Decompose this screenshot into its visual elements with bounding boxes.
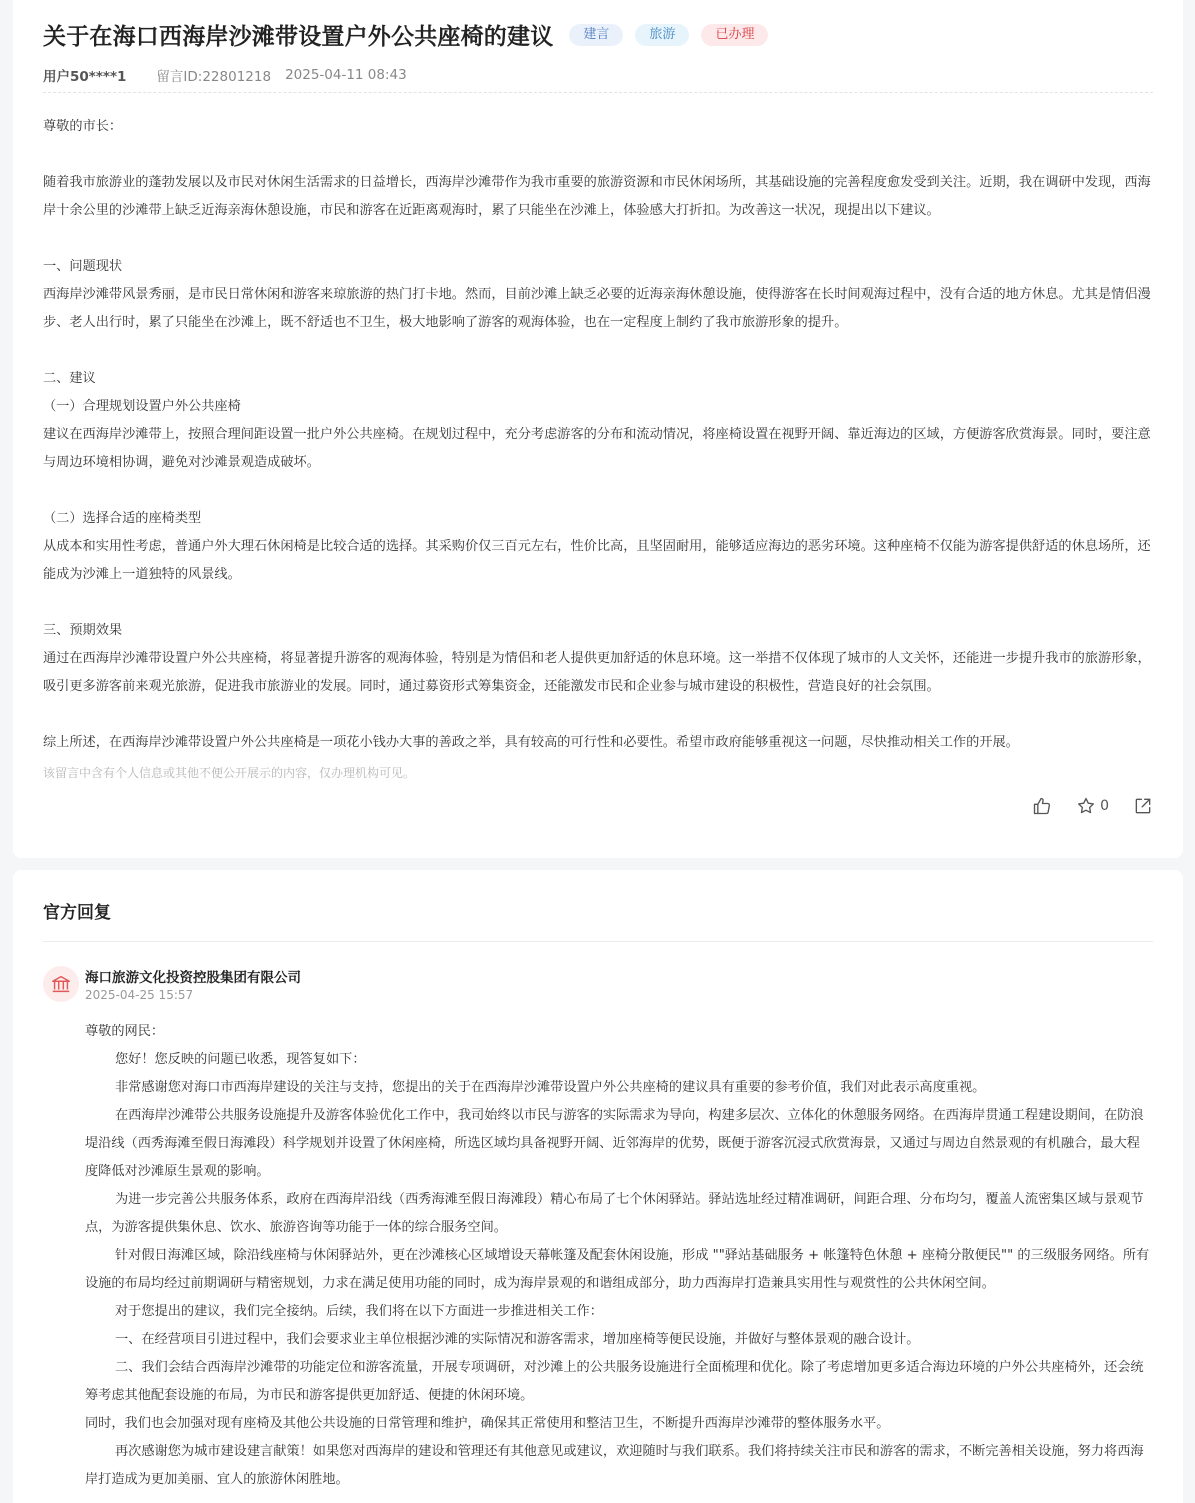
tag-category[interactable]: 建言: [569, 24, 623, 46]
message-paragraph: [43, 141, 1153, 169]
org-avatar: [43, 966, 79, 1002]
reply-paragraph: 一、在经营项目引进过程中，我们会要求业主单位根据沙滩的实际情况和游客需求，增加座椅等便民设施，并做好与整体景观的融合设计。: [115, 1332, 920, 1347]
reply-datetime: 2025-04-25 15:57: [85, 988, 194, 1002]
message-id: 留言ID:22801218: [156, 69, 272, 85]
message-paragraph: [43, 225, 1153, 253]
message-paragraph: 综上所述，在西海岸沙滩带设置户外公共座椅是一项花小钱办大事的善政之举，具有较高的可行性和必要性。希望市政府能够重视这一问题，尽快推动相关工作的开展。: [43, 735, 1019, 750]
divider: [43, 92, 1153, 93]
reply-paragraph: 为进一步完善公共服务体系，政府在西海岸沿线（西秀海滩至假日海滩段）精心布局了七个休闲驿站。驿站选址经过精准调研，间距合理、分布均匀，覆盖人流密集区域与景观节点，为游客提供集休息、饮水、旅游咨询等功能于一体的综合服务空间。: [85, 1192, 1144, 1235]
reply-paragraph: 在西海岸沙滩带公共服务设施提升及游客体验优化工作中，我司始终以市民与游客的实际需求为导向，构建多层次、立体化的休憩服务网络。在西海岸贯通工程建设期间，在防浪堤沿线（西秀海滩至假日海滩段）科学规划并设置了休闲座椅，所选区域均具备视野开阔、近邻海岸的优势，既便于游客沉浸式欣赏海景，又通过与周边自然景观的有机融合，最大程度降低对沙滩原生景观的影响。: [85, 1108, 1144, 1179]
tag-topic[interactable]: 旅游: [635, 24, 689, 46]
message-paragraph: [43, 589, 1153, 617]
message-paragraph: 三、预期效果: [43, 623, 123, 638]
message-card: [13, 0, 1183, 858]
reply-paragraph: 对于您提出的建议，我们完全接纳。后续，我们将在以下方面进一步推进相关工作：: [115, 1304, 603, 1319]
message-body: [43, 113, 1153, 757]
reply-heading: 官方回复: [43, 903, 111, 923]
message-paragraph: 一、问题现状: [43, 259, 123, 274]
message-datetime: 2025-04-11 08:43: [285, 67, 407, 83]
message-paragraph: 随着我市旅游业的蓬勃发展以及市民对休闲生活需求的日益增长，西海岸沙滩带作为我市重要的旅游资源和市民休闲场所，其基础设施的完善程度愈发受到关注。近期，我在调研中发现，西海岸十余公里的沙滩带上缺乏近海亲海休憩设施，市民和游客在近距离观海时，累了只能坐在沙滩上，体验感大打折扣。为改善这一状况，现提出以下建议。: [43, 175, 1151, 218]
reply-paragraph: 二、我们会结合西海岸沙滩带的功能定位和游客流量，开展专项调研，对沙滩上的公共服务设施进行全面梳理和优化。除了考虑增加更多适合海边环境的户外公共座椅外，还会统筹考虑其他配套设施的布局，为市民和游客提供更加舒适、便捷的休闲环境。: [85, 1360, 1144, 1403]
star-icon: [1076, 796, 1096, 816]
favorite-count: 0: [1100, 798, 1109, 814]
official-reply-card: [13, 870, 1183, 1503]
share-icon: [1133, 796, 1153, 816]
reply-paragraph: 尊敬的网民：: [85, 1024, 165, 1039]
reply-paragraph: 您好！您反映的问题已收悉，现答复如下：: [115, 1052, 366, 1067]
privacy-notice: 该留言中含有个人信息或其他不便公开展示的内容，仅办理机构可见。: [43, 766, 416, 780]
message-paragraph: 西海岸沙滩带风景秀丽，是市民日常休闲和游客来琼旅游的热门打卡地。然而，目前沙滩上缺乏必要的近海亲海休憩设施，使得游客在长时间观海过程中，没有合适的地方休息。尤其是情侣漫步、老人出行时，累了只能坐在沙滩上，既不舒适也不卫生，极大地影响了游客的观海体验，也在一定程度上制约了我市旅游形象的提升。: [43, 287, 1151, 330]
message-paragraph: 尊敬的市长：: [43, 119, 123, 134]
message-paragraph: 通过在西海岸沙滩带设置户外公共座椅，将显著提升游客的观海体验，特别是为情侣和老人提供更加舒适的休息环境。这一举措不仅体现了城市的人文关怀，还能进一步提升我市的旅游形象，吸引更多游客前来观光旅游，促进我市旅游业的发展。同时，通过募资形式筹集资金，还能激发市民和企业参与城市建设的积极性，营造良好的社会氛围。: [43, 651, 1151, 694]
message-paragraph: [43, 477, 1153, 505]
like-button[interactable]: [1032, 796, 1052, 816]
page-title: 关于在海口西海岸沙滩带设置户外公共座椅的建议: [43, 24, 554, 50]
title-row: [43, 18, 768, 51]
message-paragraph: （二）选择合适的座椅类型: [43, 511, 202, 526]
government-building-icon: [50, 973, 72, 995]
author-name: 用户50****1: [43, 69, 127, 85]
message-paragraph: [43, 337, 1153, 365]
org-name: 海口旅游文化投资控股集团有限公司: [85, 970, 301, 986]
reply-paragraph: 同时，我们也会加强对现有座椅及其他公共设施的日常管理和维护，确保其正常使用和整洁卫生，不断提升西海岸沙滩带的整体服务水平。: [85, 1416, 890, 1431]
favorite-button[interactable]: [1076, 796, 1109, 816]
message-paragraph: 二、建议: [43, 371, 96, 386]
reply-body: [85, 1018, 1153, 1494]
action-bar: [1008, 796, 1153, 816]
message-paragraph: 建议在西海岸沙滩带上，按照合理间距设置一批户外公共座椅。在规划过程中，充分考虑游客的分布和流动情况，将座椅设置在视野开阔、靠近海边的区域，方便游客欣赏海景。同时，要注意与周边环境相协调，避免对沙滩景观造成破坏。: [43, 427, 1151, 470]
divider: [43, 941, 1153, 942]
message-meta: [43, 65, 407, 85]
status-badge: 已办理: [701, 24, 768, 46]
reply-paragraph: 再次感谢您为城市建设建言献策！如果您对西海岸的建设和管理还有其他意见或建议，欢迎随时与我们联系。我们将持续关注市民和游客的需求，不断完善相关设施，努力将西海岸打造成为更加美丽、宜人的旅游休闲胜地。: [85, 1444, 1144, 1487]
message-paragraph: （一）合理规划设置户外公共座椅: [43, 399, 241, 414]
message-paragraph: [43, 701, 1153, 729]
message-paragraph: 从成本和实用性考虑，普通户外大理石休闲椅是比较合适的选择。其采购价仅三百元左右，性价比高，且坚固耐用，能够适应海边的恶劣环境。这种座椅不仅能为游客提供舒适的休息场所，还能成为沙滩上一道独特的风景线。: [43, 539, 1151, 582]
thumbs-up-icon: [1032, 796, 1052, 816]
reply-paragraph: 针对假日海滩区域，除沿线座椅与休闲驿站外，更在沙滩核心区域增设天幕帐篷及配套休闲设施，形成 ""驿站基础服务 + 帐篷特色休憩 + 座椅分散便民"" 的三级服务网络。所有设施的布局均经过前期调研与精密规划，力求在满足使用功能的同时，成为海岸景观的和谐组成部分，助力西海岸打造兼具实用性与观赏性的公共休闲空间。: [85, 1248, 1150, 1291]
reply-paragraph: 非常感谢您对海口市西海岸建设的关注与支持，您提出的关于在西海岸沙滩带设置户外公共座椅的建议具有重要的参考价值，我们对此表示高度重视。: [115, 1080, 986, 1095]
share-button[interactable]: [1133, 796, 1153, 816]
